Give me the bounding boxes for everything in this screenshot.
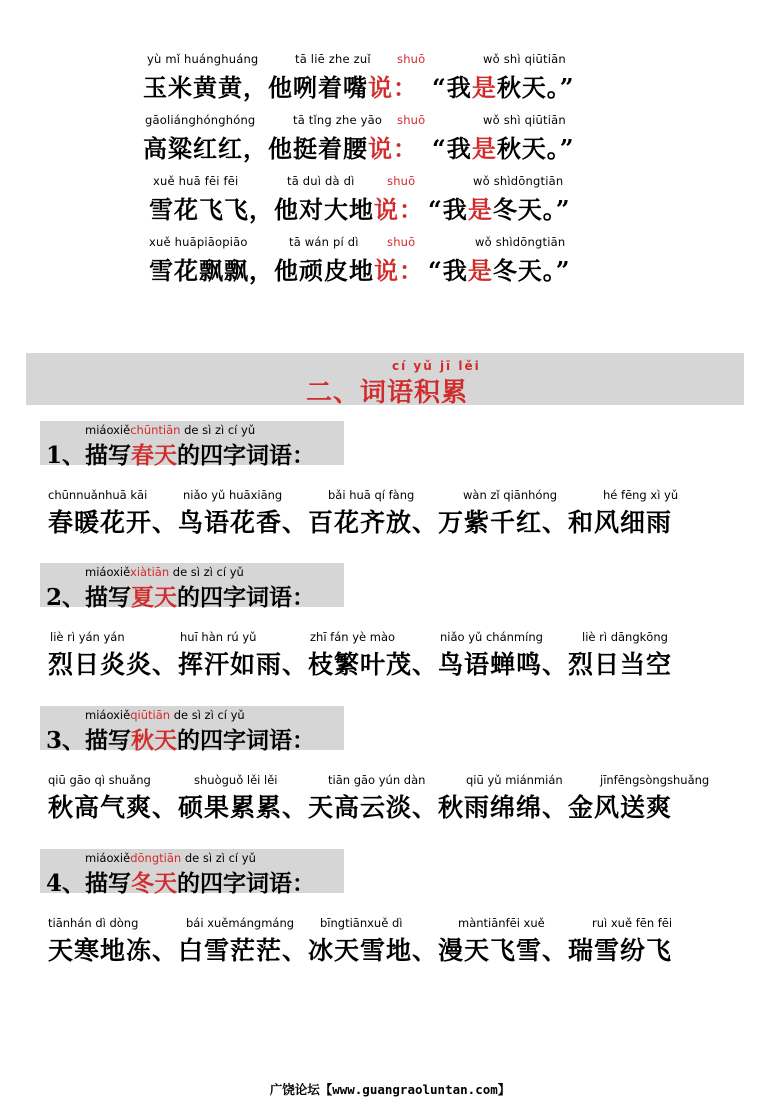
category-season: 秋天: [131, 727, 178, 754]
pinyin: wǒ shì qiūtiān: [483, 52, 566, 66]
verse-rest: 冬天。”: [492, 195, 571, 224]
pinyin: tā wán pí dì: [289, 235, 359, 249]
verse-say: 说：: [374, 256, 424, 285]
verse-quote: “我: [432, 134, 472, 163]
section-pinyin: cí yǔ jī lěi: [392, 359, 481, 373]
pinyin: miáoxiě: [85, 851, 131, 865]
verse-is: 是: [471, 73, 497, 102]
category-spring: [40, 421, 760, 537]
verse-line: [143, 113, 743, 174]
category-summer: [40, 563, 760, 679]
verse-quote: “我: [428, 256, 468, 285]
category-autumn: [40, 706, 760, 822]
verse-block: [143, 52, 743, 296]
idiom-pinyin: liè rì yán yán: [50, 630, 125, 644]
idiom-pinyin: qiū yǔ miánmián: [466, 773, 563, 787]
category-heading: [40, 706, 344, 754]
idiom-pinyin: ruì xuě fēn fēi: [592, 916, 673, 930]
pinyin-season: qiūtiān: [130, 708, 171, 722]
idiom-pinyin: wàn zǐ qiānhóng: [463, 488, 558, 502]
verse-text: 高粱红红，他挺着腰: [143, 134, 368, 163]
idiom-pinyin: huī hàn rú yǔ: [180, 630, 257, 644]
category-heading: [40, 563, 344, 611]
category-number: 4、描写: [46, 870, 132, 897]
pinyin-season: dōngtiān: [130, 851, 182, 865]
pinyin-red: shuō: [387, 235, 416, 249]
idiom-pinyin: bǎi huā qí fàng: [328, 488, 415, 502]
verse-say: 说：: [368, 73, 418, 102]
verse-rest: 冬天。”: [492, 256, 571, 285]
idiom-pinyin: liè rì dāngkōng: [582, 630, 668, 644]
pinyin: miáoxiě: [85, 565, 131, 579]
category-season: 冬天: [131, 870, 178, 897]
category-number: 1、描写: [46, 442, 132, 469]
category-season: 春天: [131, 442, 178, 469]
pinyin: wǒ shìdōngtiān: [475, 235, 566, 249]
verse-is: 是: [467, 256, 493, 285]
pinyin: tā duì dà dì: [287, 174, 355, 188]
footer-text: 广饶论坛【www.guangraoluntan.com】: [269, 1082, 511, 1097]
pinyin-red: shuō: [397, 113, 426, 127]
verse-is: 是: [471, 134, 497, 163]
pinyin-season: xiàtiān: [130, 565, 170, 579]
idiom-pinyin: tiān gāo yún dàn: [328, 773, 426, 787]
pinyin: de sì zì cí yǔ: [173, 708, 245, 722]
category-number: 2、描写: [46, 584, 132, 611]
verse-quote: “我: [432, 73, 472, 102]
pinyin: xuě huā fēi fēi: [153, 174, 239, 188]
idiom-pinyin: niǎo yǔ huāxiāng: [183, 488, 283, 502]
category-heading: [40, 849, 344, 897]
category-number: 3、描写: [46, 727, 132, 754]
idiom-list: 天寒地冻、白雪茫茫、冰天雪地、漫天飞雪、瑞雪纷飞: [48, 936, 673, 965]
category-heading: [40, 421, 344, 469]
pinyin: wǒ shì qiūtiān: [483, 113, 566, 127]
verse-text: 雪花飞飞，他对大地: [149, 195, 374, 224]
pinyin: xuě huāpiāopiāo: [149, 235, 248, 249]
category-season: 夏天: [131, 584, 178, 611]
pinyin: de sì zì cí yǔ: [184, 851, 256, 865]
idiom-pinyin: jīnfēngsòngshuǎng: [600, 773, 710, 787]
pinyin-red: shuō: [397, 52, 426, 66]
idiom-list: 烈日炎炎、挥汗如雨、枝繁叶茂、鸟语蝉鸣、烈日当空: [48, 650, 673, 679]
verse-rest: 秋天。”: [496, 134, 575, 163]
pinyin: gāoliánghónghóng: [145, 113, 256, 127]
pinyin: de sì zì cí yǔ: [172, 565, 244, 579]
pinyin-season: chūntiān: [130, 423, 181, 437]
verse-is: 是: [467, 195, 493, 224]
section-header: [26, 353, 744, 408]
idiom-list: 秋高气爽、硕果累累、天高云淡、秋雨绵绵、金风送爽: [48, 793, 673, 822]
verse-quote: “我: [428, 195, 468, 224]
category-suffix: 的四字词语：: [177, 584, 316, 611]
pinyin: tā liē zhe zuǐ: [295, 52, 371, 66]
idiom-pinyin: bīngtiānxuě dì: [320, 916, 403, 930]
idiom-pinyin: zhī fán yè mào: [310, 630, 396, 644]
pinyin: miáoxiě: [85, 708, 131, 722]
idiom-pinyin: màntiānfēi xuě: [458, 916, 545, 930]
pinyin: tā tǐng zhe yāo: [293, 113, 383, 127]
verse-rest: 秋天。”: [496, 73, 575, 102]
idiom-pinyin: chūnnuǎnhuā kāi: [48, 488, 148, 502]
verse-say: 说：: [368, 134, 418, 163]
idiom-pinyin: hé fēng xì yǔ: [603, 488, 679, 502]
idiom-pinyin: tiānhán dì dòng: [48, 916, 139, 930]
verse-text: 玉米黄黄，他咧着嘴: [143, 73, 368, 102]
idiom-pinyin: niǎo yǔ chánmíng: [440, 630, 543, 644]
verse-line: [143, 235, 743, 296]
idiom-list: 春暖花开、鸟语花香、百花齐放、万紫千红、和风细雨: [48, 508, 673, 537]
pinyin-red: shuō: [387, 174, 416, 188]
category-winter: [40, 849, 760, 965]
idiom-pinyin: shuòguǒ lěi lěi: [194, 773, 278, 787]
category-suffix: 的四字词语：: [177, 727, 316, 754]
category-suffix: 的四字词语：: [177, 870, 316, 897]
pinyin: wǒ shìdōngtiān: [473, 174, 564, 188]
pinyin: miáoxiě: [85, 423, 131, 437]
pinyin: yù mǐ huánghuáng: [147, 52, 259, 66]
category-suffix: 的四字词语：: [177, 442, 316, 469]
idiom-pinyin: qiū gāo qì shuǎng: [48, 773, 151, 787]
verse-text: 雪花飘飘，他顽皮地: [149, 256, 374, 285]
verse-line: [143, 174, 743, 235]
idiom-pinyin: bái xuěmángmáng: [186, 916, 295, 930]
verse-line: [143, 52, 743, 113]
verse-say: 说：: [374, 195, 424, 224]
pinyin: de sì zì cí yǔ: [184, 423, 256, 437]
section-title: 二、词语积累: [306, 378, 469, 408]
